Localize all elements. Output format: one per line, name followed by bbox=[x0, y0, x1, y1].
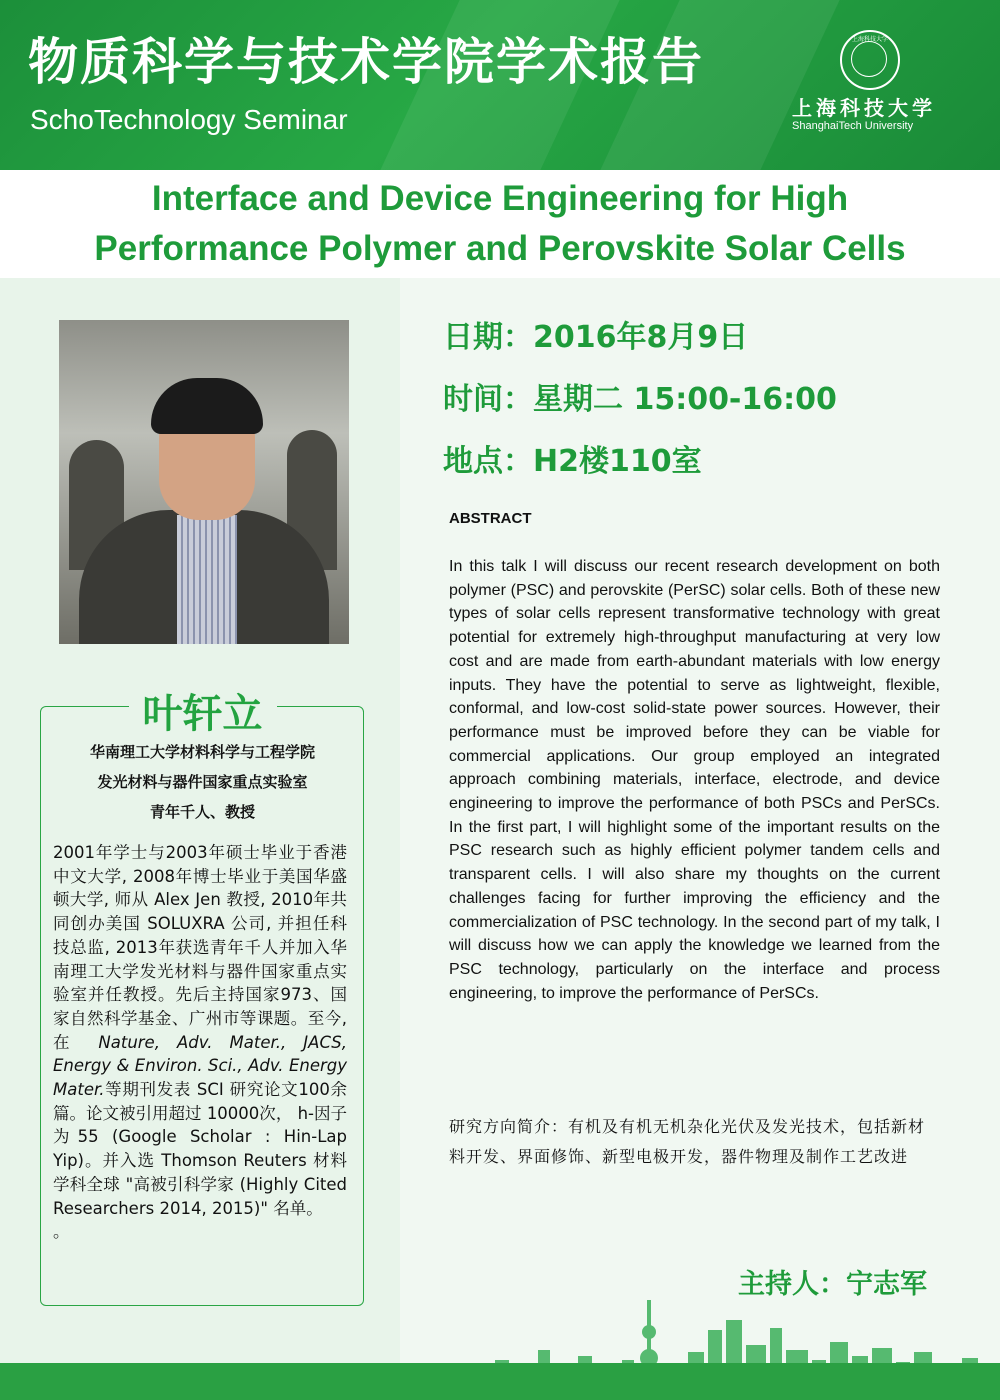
seal-text: 上海科技大学 bbox=[851, 36, 888, 43]
bio-journals: Nature, Adv. Mater., JACS, Energy & Environ. Sci., Adv. Energy Mater. bbox=[53, 1032, 347, 1100]
talk-location: 地点：H2楼110室 bbox=[443, 444, 702, 479]
abstract-heading: ABSTRACT bbox=[449, 510, 532, 527]
university-name-cn: 上海科技大学 bbox=[792, 96, 936, 120]
talk-title bbox=[0, 170, 1000, 278]
footer-bar bbox=[0, 1363, 1000, 1400]
talk-title-line1: Interface and Device Engineering for High bbox=[151, 179, 849, 218]
speaker-bio: 2001年学士与2003年硕士毕业于香港中文大学, 2008年博士毕业于美国华盛顿大学, 师从 Alex Jen 教授, 2010年共同创办美国 SOLUXRA 公司, 并担任科技总监, 2013年获选青年千人并加入华南理工大学发光材料与器件国家重点实验室并任教授。先后主持国家973、国家自然科学基金、广州市等课题。至今, 在 Nature, Adv. Mater., JACS, Energy & Environ. Sci., Adv. Energy Mater.等期刊发表 SCI 研究论文100余篇。论文被引用超过 10000次， h-因子为55 (Google Scholar : Hin-Lap Yip)。并入选 Thomson Reuters 材料学科全球 "高被引科学家 (Highly Cited Researchers 2014, 2015)" 名单。 。 bbox=[53, 843, 347, 1242]
seminar-title-cn: 物质科学与技术学院学术报告 bbox=[28, 33, 704, 91]
university-seal-icon bbox=[840, 30, 900, 90]
abstract-body: In this talk I will discuss our recent research development on both polymer (PSC) and perovskite (PerSC) solar cells. Both of these new types of solar cells represent transformative technology with great potential for extremely high-throughput manufacturing at very low cost and are made from earth-abundant materials with low energy inputs. They have the potential to serve as lightweight, flexible, conformal, and low-cost solid-state power sources. However, their performance must be improved before they can be viable for commercial applications. Our group employed an integrated approach combining materials, interface, electrode, and device engineering to improve the performance of both PSCs and PerSCs. In the first part, I will highlight some of the important results on the PSC research such as highly efficient polymer tandem cells and transparent cells. I will also share my thoughts on the current challenges facing for further improving the efficiency and the commercialization of PSC technology. In the second part of my talk, I will discuss how we can apply the knowledge we learned from the PSC technology, particularly on the interface and process engineering, to improve the performance of PerSCs. bbox=[449, 558, 940, 1002]
talk-time: 时间：星期二 15:00-16:00 bbox=[443, 382, 837, 417]
research-summary: 研究方向简介：有机及有机无机杂化光伏及发光技术，包括新材料开发、界面修饰、新型电极开发，器件物理及制作工艺改进 bbox=[449, 1117, 926, 1166]
talk-date: 日期：2016年8月9日 bbox=[443, 320, 749, 355]
host-label: 主持人：宁志军 bbox=[738, 1269, 927, 1300]
speaker-affiliation: 发光材料与器件国家重点实验室 bbox=[97, 773, 308, 791]
seminar-title-en: SchoTechnology Seminar bbox=[30, 104, 348, 135]
university-name-en: ShanghaiTech University bbox=[792, 120, 914, 132]
speaker-affiliation: 华南理工大学材料科学与工程学院 bbox=[89, 743, 315, 761]
talk-title-line2: Performance Polymer and Perovskite Solar Cells bbox=[94, 229, 906, 268]
speaker-name: 叶轩立 bbox=[40, 682, 365, 739]
speaker-photo bbox=[59, 320, 349, 644]
speaker-title: 青年千人、教授 bbox=[149, 803, 255, 821]
header-banner bbox=[0, 0, 1000, 170]
